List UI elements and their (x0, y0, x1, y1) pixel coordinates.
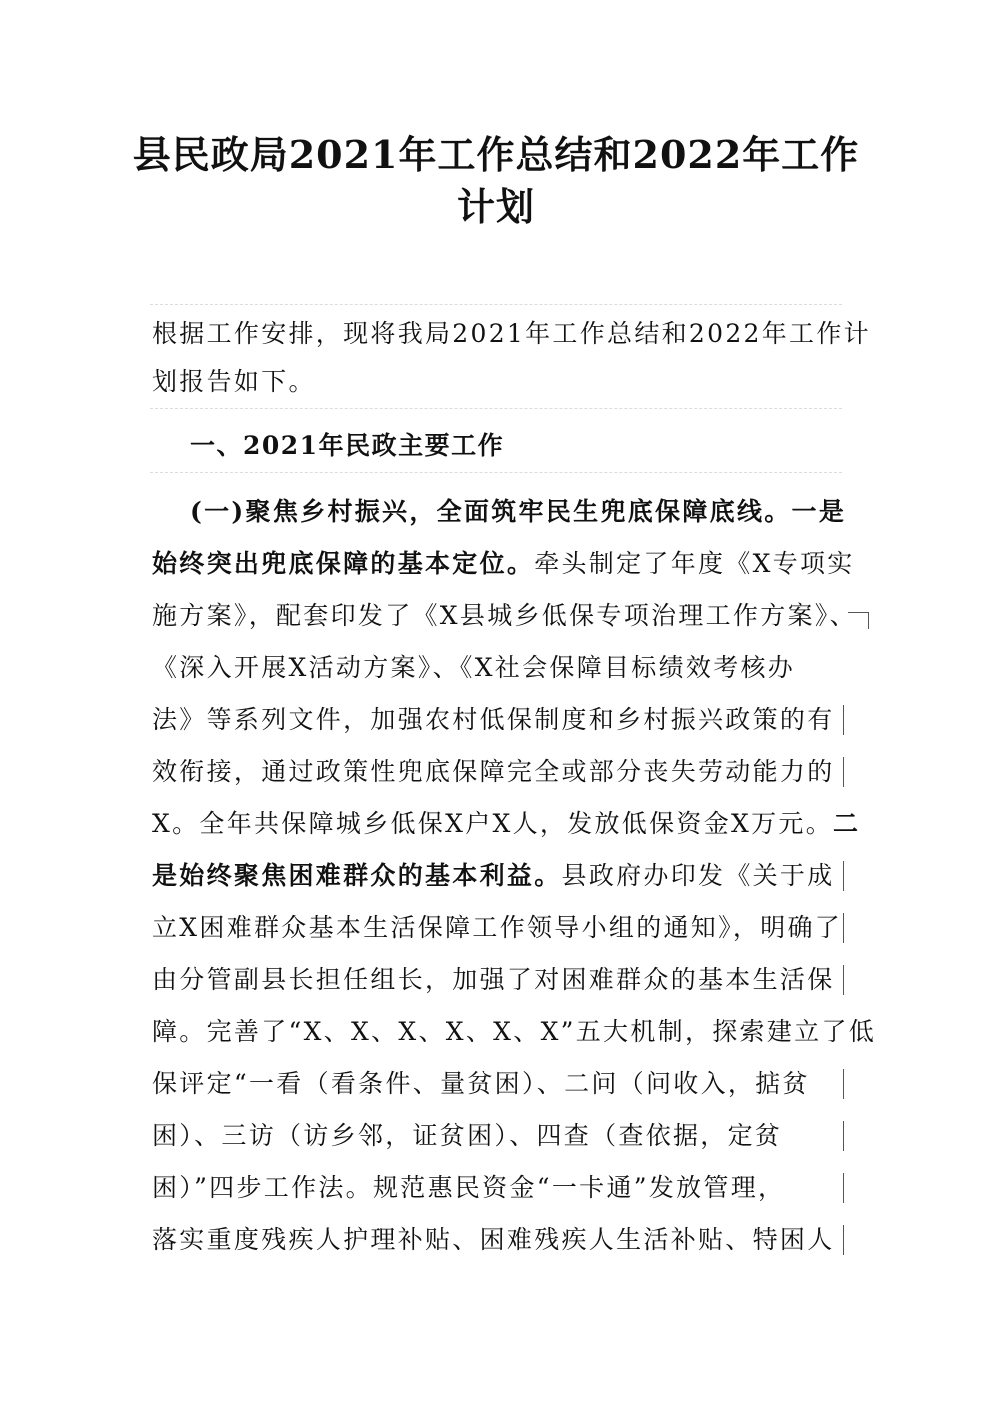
paragraph-line-7 (152, 808, 861, 840)
paragraph-line-5: 法》等系列文件，加强农村低保制度和乡村振兴政策的有 (152, 705, 835, 734)
revision-bar (843, 1069, 844, 1099)
paragraph-line-10: 由分管副县长担任组长，加强了对困难群众的基本生活保 (152, 965, 835, 994)
revision-bar (843, 965, 844, 995)
revision-bar (843, 705, 844, 735)
paragraph-line-8 (152, 860, 842, 892)
document-title-line-1: 县民政局2021年工作总结和2022年工作 (132, 132, 860, 177)
divider (150, 472, 842, 473)
paragraph-line-6: 效衔接，通过政策性兜底保障完全或部分丧失劳动能力的 (152, 757, 835, 786)
revision-bar (843, 861, 844, 891)
paragraph-line-11: 障。完善了“X、X、X、X、X、X”五大机制，探索建立了低 (152, 1017, 877, 1046)
body-text: 牵头制定了年度《X专项实 (534, 549, 855, 578)
revision-bar (843, 1173, 844, 1203)
paragraph-line-12: 保评定“一看（看条件、量贫困）、二问（问收入，掂贫 (152, 1069, 810, 1098)
revision-bar (843, 757, 844, 787)
divider (150, 408, 842, 409)
revision-bar (843, 1225, 844, 1255)
paragraph-line-4: 《深入开展X活动方案》、《X社会保障目标绩效考核办 (152, 653, 796, 682)
paragraph-line-13: 困）、三访（访乡邻，证贫困）、四查（查依据，定贫 (152, 1121, 783, 1150)
revision-bar (843, 1121, 844, 1151)
intro-line-2: 划报告如下。 (152, 367, 316, 396)
paragraph-line-15: 落实重度残疾人护理补贴、困难残疾人生活补贴、特困人 (152, 1225, 835, 1254)
emphasis-text: 是始终聚焦困难群众的基本利益。 (152, 861, 562, 890)
intro-line-1: 根据工作安排，现将我局2021年工作总结和2022年工作计 (152, 319, 871, 348)
emphasis-text: 始终突出兜底保障的基本定位。 (152, 549, 535, 578)
body-text: X。全年共保障城乡低保X户X人，发放低保资金X万元。 (152, 809, 833, 838)
revision-bar (843, 913, 844, 943)
paragraph-line-2 (152, 548, 855, 580)
paragraph-line-14: 困）”四步工作法。规范惠民资金“一卡通”发放管理， (152, 1173, 786, 1202)
divider (150, 304, 842, 305)
section-heading: 一、2021年民政主要工作 (190, 431, 505, 460)
revision-mark (848, 612, 869, 629)
document-title-line-2: 计划 (456, 184, 535, 229)
paragraph-line-1 (190, 496, 847, 528)
body-text: 县政府办印发《关于成 (561, 861, 835, 890)
emphasis-text: 二 (833, 809, 861, 838)
paragraph-line-9: 立X困难群众基本生活保障工作领导小组的通知》，明确了 (152, 913, 843, 942)
paragraph-line-3: 施方案》，配套印发了《X县城乡低保专项治理工作方案》、 (152, 601, 857, 630)
subheading-text: (一)聚焦乡村振兴，全面筑牢民生兜底保障底线。一是 (190, 497, 847, 526)
